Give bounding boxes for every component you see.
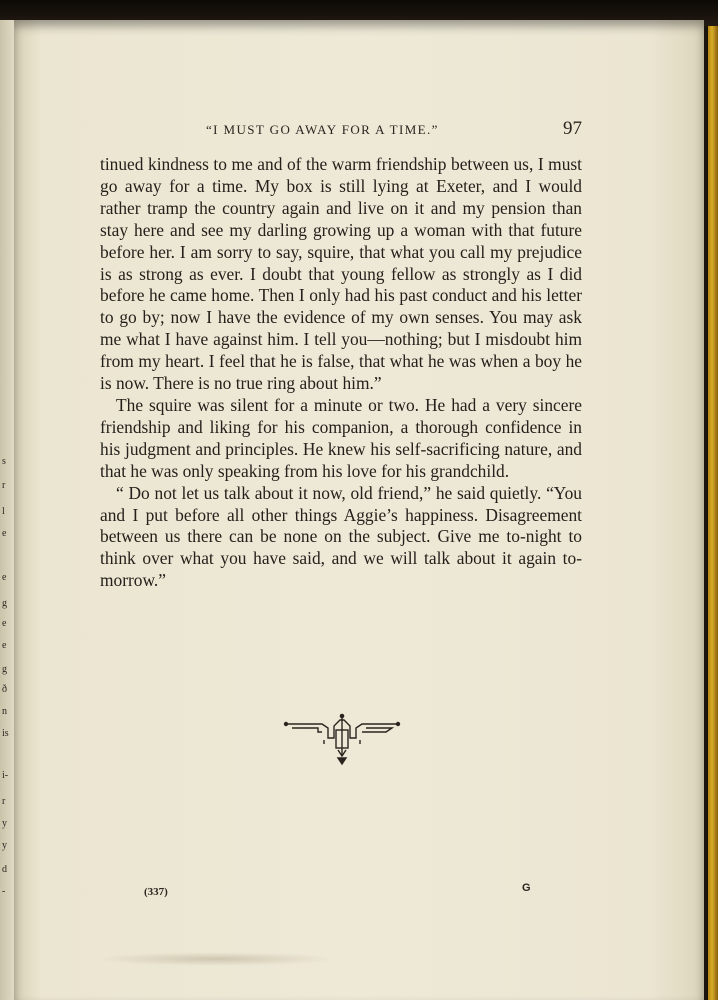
gilt-page-edge — [708, 26, 718, 1000]
paragraph: “ Do not let us talk about it now, old friend,” he said quietly. “You and I put before all other things Aggie’s happiness. Disagreement between us there can be none on the subject. Give me to-night to think over what you have said, and we will talk about it again to-morrow.” — [100, 482, 582, 591]
paragraph: The squire was silent for a minute or two. He had a very sincere friendship and liking for his companion, a thorough confidence in his judgment and principles. He knew his self-sacrificing nature, and that he was only speaking from his love for his grandchild. — [100, 394, 582, 481]
printer-signature: (337) — [144, 886, 168, 898]
body-text — [100, 154, 582, 592]
running-head — [100, 118, 582, 142]
page-number: 97 — [563, 118, 582, 139]
page-smudge — [96, 952, 336, 966]
paragraph: tinued kindness to me and of the warm friendship between us, I must go away for a time. My box is still lying at Exeter, and I would rather tramp the country again and live on it and my pension than stay here and see my darling growing up a woman with that future before her. I am sorry to say, squire, that what you call my prejudice is as strong as ever. I doubt that young fellow as strongly as I did before he came home. Then I only had his past conduct and his letter to go by; now I have the evidence of my own senses. You may ask me what I have against him. I tell you—nothing; but I misdoubt him from my heart. I feel that he is false, that what he was when a boy he is now. There is no true ring about him.” — [100, 154, 582, 394]
running-title: “I MUST GO AWAY FOR A TIME.” — [206, 122, 439, 137]
decorative-tailpiece-icon — [282, 712, 402, 770]
facing-page-edge: s r l e e g e e g ð n is i- r y y d - — [0, 20, 14, 1000]
signature-mark: G — [522, 882, 531, 894]
